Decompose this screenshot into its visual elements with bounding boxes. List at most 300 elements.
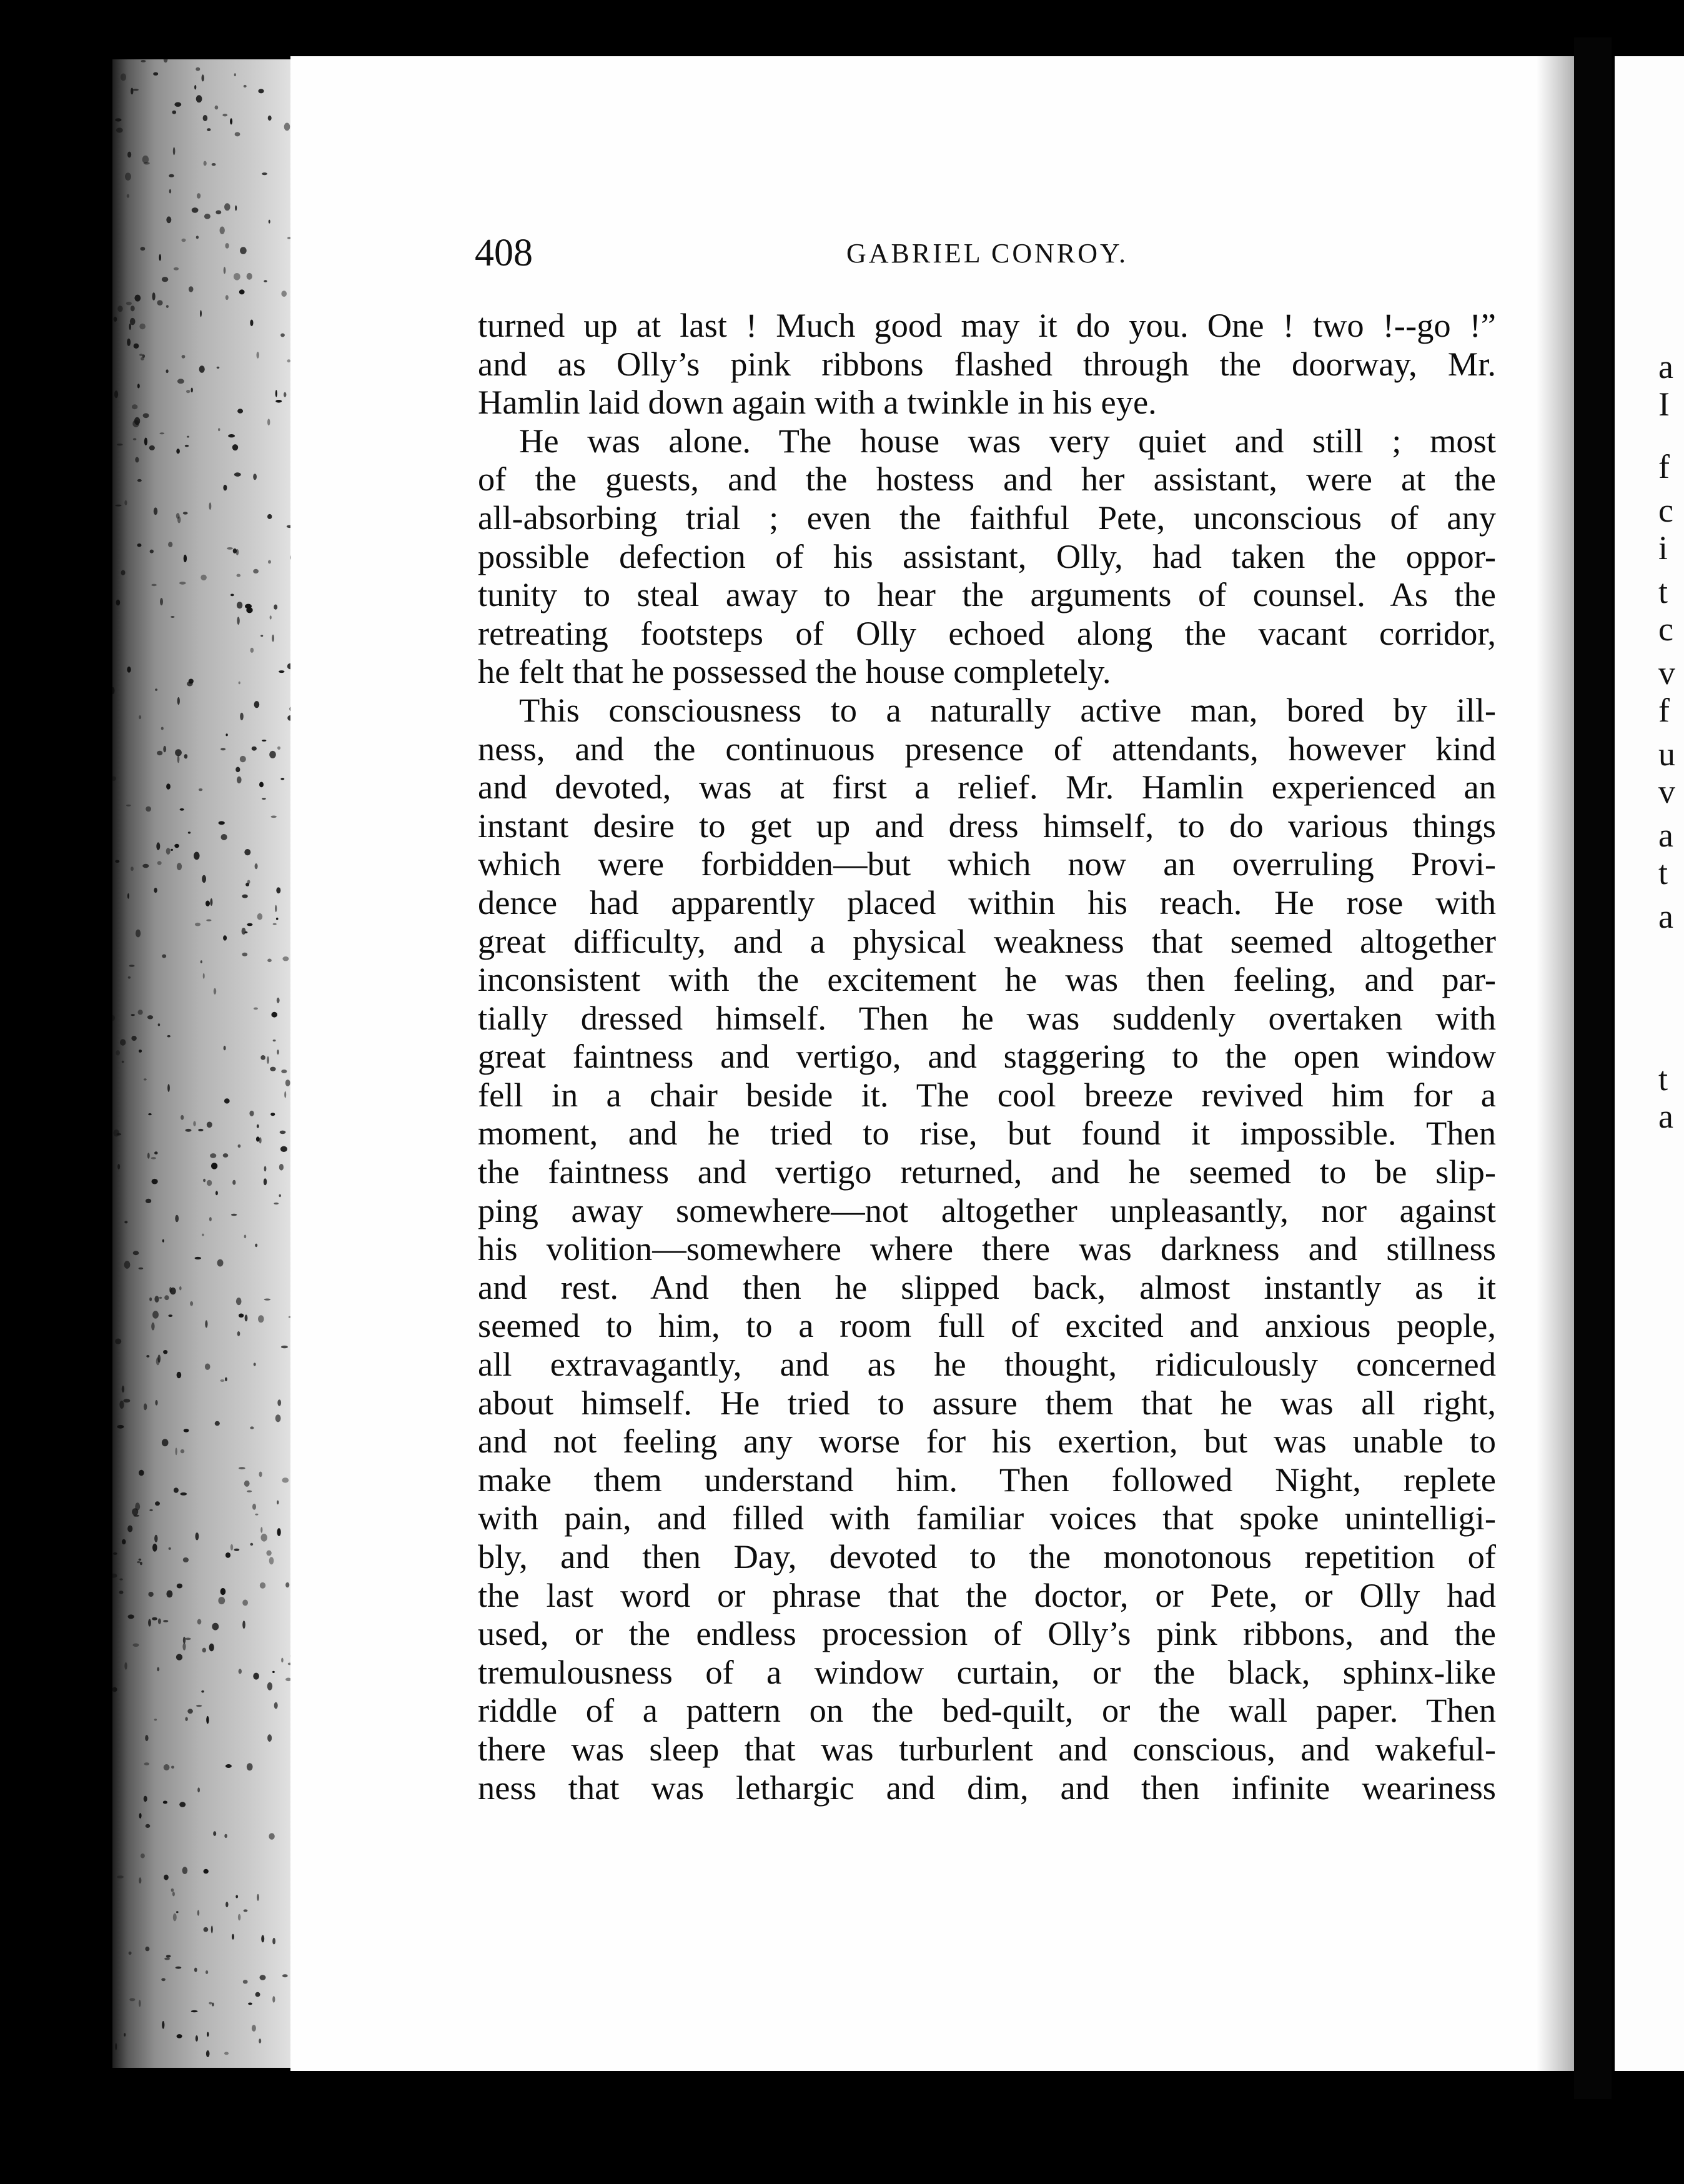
speckle [196,1532,199,1540]
speckle [117,444,123,445]
speckle [277,1501,279,1505]
speckle [173,147,176,156]
speckle [195,1257,202,1259]
speckle [151,1323,154,1331]
facing-page-letter: v [1658,654,1675,692]
speckle [235,132,240,136]
speckle [196,95,202,102]
speckle [267,419,270,425]
speckle [189,286,194,292]
speckle [215,106,219,110]
speckle [271,816,277,818]
speckle [132,1508,138,1516]
speckle [141,247,146,251]
speckle [257,1124,259,1128]
page-header [475,231,1499,275]
speckle [117,305,122,312]
speckle [119,1591,124,1594]
speckle [190,1301,193,1306]
speckle [177,379,184,384]
speckle [121,570,126,575]
speckle [260,1582,265,1589]
text-line: ness, and the continuous presence of attendants, however kind [478,729,1496,768]
speckle [250,648,254,653]
speckle [133,438,137,440]
speckle [124,1221,127,1223]
speckle [171,1766,174,1769]
speckle [186,390,190,393]
speckle [244,1481,250,1487]
speckle [197,1787,200,1792]
speckle [207,2032,209,2037]
speckle [264,1299,270,1301]
speckle [284,392,286,397]
speckle [177,697,180,705]
speckle [139,2000,141,2007]
speckle [134,295,141,302]
speckle [175,1215,179,1223]
speckle [176,1911,179,1913]
speckle [212,163,216,166]
text-line: great difficulty, and a physical weakness that seemed altogether [478,921,1496,960]
speckle [249,1111,254,1116]
text-line: about himself. He tried to assure them that he was all right, [478,1383,1496,1422]
speckle [194,1968,197,1972]
speckle [166,369,169,373]
speckle [187,436,189,438]
speckle [112,777,116,781]
speckle [209,1217,212,1221]
speckle [149,1509,153,1511]
speckle [271,1012,277,1018]
speckle [268,116,272,121]
speckle [285,1582,289,1587]
speckle [220,748,225,750]
speckle [156,1358,160,1365]
speckle [225,295,229,300]
text-line: fell in a chair beside it. The cool breeze revived him for a [478,1075,1496,1114]
text-line: ping away somewhere—not altogether unpleasantly, nor against [478,1191,1496,1229]
speckle [121,74,126,81]
speckle [144,162,150,164]
speckle [221,834,227,840]
speckle [206,1716,209,1724]
speckle [187,1709,193,1714]
speckle [147,1153,150,1158]
speckle [169,1547,171,1550]
speckle [259,1472,262,1477]
speckle [173,1913,177,1921]
speckle [232,1180,235,1185]
speckle [206,920,211,921]
speckle [279,670,284,673]
text-line: Hamlin laid down again with a twinkle in his eye. [478,383,1157,422]
speckle [279,1164,284,1171]
facing-page-letter: c [1658,492,1673,529]
speckle [166,783,171,790]
speckle [171,616,174,618]
speckle [258,1315,264,1323]
speckle [244,849,250,855]
speckle [264,1166,267,1172]
speckle [154,1535,157,1542]
speckle [117,1875,124,1879]
speckle [132,420,139,427]
speckle [213,1831,216,1836]
speckle [137,544,142,547]
speckle [242,953,247,956]
speckle [204,214,210,219]
speckle [174,267,179,271]
speckle [210,1153,216,1158]
speckle [273,923,277,925]
speckle [206,1970,208,1974]
speckle [145,1735,148,1741]
speckle [269,1557,274,1564]
text-line: there was sleep that was turburlent and conscious, and wakeful- [478,1729,1496,1768]
speckle [112,1015,115,1021]
speckle [225,243,229,249]
speckle [244,85,247,87]
speckle [142,864,149,868]
speckle [163,1620,168,1622]
speckle [135,457,139,463]
speckle [184,555,187,562]
speckle [168,542,172,547]
speckle [230,118,232,124]
facing-page-letter: u [1658,735,1675,773]
speckle [260,1055,265,1060]
speckle [155,1501,160,1506]
speckle [191,2010,198,2012]
speckle [129,1952,132,1955]
speckle [276,918,279,920]
speckle [141,357,144,360]
speckle [137,479,142,482]
speckle [171,849,173,851]
speckle [177,863,182,870]
speckle [215,1191,218,1195]
speckle [177,755,180,763]
speckle [264,280,267,282]
facing-page-letter: i [1658,529,1668,567]
speckle [239,1314,244,1318]
speckle [124,500,127,505]
speckle [237,617,239,625]
speckle [247,1763,253,1770]
speckle [146,1824,151,1828]
speckle [116,1133,121,1136]
speckle [281,1658,284,1663]
speckle [119,1401,124,1409]
speckle [225,733,227,736]
speckle [220,1588,226,1595]
speckle [277,1399,281,1406]
speckle [234,1549,240,1551]
speckle [116,600,121,606]
speckle [260,1527,262,1532]
speckle [203,115,208,121]
speckle [257,1894,259,1901]
speckle [267,1056,269,1064]
speckle [260,635,263,637]
body-text [478,306,1496,1807]
speckle [203,1179,206,1182]
speckle [163,1350,167,1354]
speckle [175,749,182,756]
speckle [212,1623,219,1631]
speckle [231,1214,237,1216]
speckle [202,1648,206,1653]
speckle [209,2002,212,2005]
speckle [168,1314,172,1317]
speckle [211,1163,217,1169]
speckle [127,194,129,198]
speckle [205,1364,210,1370]
speckle [224,267,226,274]
speckle [137,1561,141,1563]
speckle [261,1534,267,1542]
speckle [215,211,221,215]
text-line: This consciousness to a naturally active man, bored by ill- [519,690,1496,729]
text-line: ness that was lethargic and dim, and then infinite weariness [478,1768,1496,1807]
speckle [159,1297,162,1299]
speckle [112,1687,117,1692]
speckle [275,905,277,912]
speckle [131,1014,135,1016]
speckle [129,324,131,330]
speckle [177,1372,182,1379]
speckle [277,1528,281,1536]
page-edge-speckles [112,59,306,2068]
facing-page-letter: f [1658,692,1670,729]
speckle [176,449,180,454]
speckle [157,300,162,305]
speckle [206,901,210,906]
text-line: possible defection of his assistant, Olly, had taken the oppor- [478,537,1496,575]
speckle [152,1544,157,1552]
speckle [166,1591,172,1598]
speckle [139,1877,141,1884]
speckle [234,73,236,76]
speckle [162,277,168,282]
speckle [167,1035,171,1038]
speckle [128,976,131,979]
speckle [157,861,162,865]
speckle [167,1084,170,1092]
speckle [282,956,289,961]
speckle [130,318,136,325]
speckle [258,89,264,93]
speckle [252,1504,256,1510]
speckle [132,1644,139,1647]
text-line: and devoted, was at first a relief. Mr. Hamlin experienced an [478,768,1496,807]
speckle [236,1298,242,1305]
speckle [275,1414,281,1422]
speckle [159,254,161,261]
speckle [131,866,134,871]
speckle [235,1895,238,1898]
speckle [272,1996,275,2003]
speckle [255,863,258,869]
speckle [232,444,238,450]
facing-page-letter: t [1658,854,1668,891]
speckle [174,102,181,107]
speckle [269,1833,274,1840]
speckle [185,445,189,447]
speckle [169,174,174,177]
page-edge [112,59,306,2068]
speckle [200,310,202,317]
speckle [123,1399,130,1402]
speckle [267,514,272,519]
speckle [146,1355,149,1358]
speckle [198,1129,203,1131]
speckle [155,688,157,691]
speckle [220,1379,224,1382]
speckle [204,161,207,166]
speckle [146,807,151,812]
speckle [237,602,242,608]
speckle [235,767,240,773]
speckle [155,1400,157,1406]
text-line: the last word or phrase that the doctor, or Pete, or Olly had [478,1576,1496,1614]
facing-page-letter: a [1658,817,1673,854]
speckle [157,1667,159,1672]
speckle [112,687,114,694]
speckle [238,1144,241,1148]
speckle [174,844,179,848]
speckle [210,898,212,906]
speckle [126,805,131,807]
speckle [280,1146,287,1152]
speckle [223,935,227,940]
speckle [152,1179,158,1184]
speckle [224,1098,230,1103]
speckle [133,1251,139,1255]
speckle [267,959,272,963]
speckle [201,960,202,963]
speckle [256,1136,260,1141]
speckle [277,1050,279,1055]
speckle [156,842,160,850]
speckle [176,1447,177,1455]
text-line: with pain, and filled with familiar voices that spoke unintelligi- [478,1499,1496,1537]
speckle [139,1268,144,1269]
speckle [240,713,244,720]
speckle [196,2035,198,2042]
speckle [152,1311,159,1318]
speckle [232,1934,234,1940]
speckle [215,1421,220,1426]
speckle [116,1050,120,1055]
speckle [239,1669,242,1674]
speckle [131,88,133,95]
speckle [184,1429,189,1432]
speckle [217,367,220,369]
speckle [277,998,280,1003]
text-line: used, or the endless procession of Olly’s pink ribbons, and the [478,1614,1496,1653]
speckle [169,189,171,194]
speckle [261,1935,264,1943]
speckle [209,1644,214,1652]
speckle [262,172,267,175]
speckle [181,239,186,242]
speckle [257,352,259,359]
text-line: and not feeling any worse for his exertion, but was unable to [478,1422,1496,1461]
facing-page-letter: a [1658,898,1673,935]
text-line: the faintness and vertigo returned, and he seemed to be slip- [478,1153,1496,1191]
speckle [257,913,263,920]
speckle [164,1958,170,1960]
speckle [174,1487,179,1493]
speckle [146,1199,151,1203]
text-line: instant desire to get up and dress himself, to do various things [478,806,1496,845]
speckle [129,965,135,967]
speckle [266,1551,271,1556]
speckle [206,2050,210,2057]
speckle [154,1719,157,1720]
speckle [247,1491,252,1492]
speckle [280,778,284,780]
speckle [114,317,117,322]
speckle [219,821,225,825]
speckle [279,1194,281,1198]
speckle [158,1023,161,1026]
speckle [222,114,227,116]
speckle [240,756,246,762]
speckle [197,1910,199,1915]
speckle [117,1164,120,1169]
speckle [138,1010,143,1015]
speckle [122,1386,124,1392]
text-line: which were forbidden—but which now an overruling Provi- [478,845,1496,883]
speckle [227,547,233,550]
speckle [113,1552,117,1555]
speckle [236,549,239,555]
speckle [131,1036,136,1041]
speckle [281,1070,287,1073]
speckle [270,1067,275,1071]
speckle [133,89,139,91]
speckle [128,1614,134,1619]
speckle [242,1600,248,1606]
speckle [272,1938,275,1945]
speckle [139,1559,142,1561]
facing-page-letter: a [1658,348,1673,385]
speckle [252,747,257,751]
text-line: he felt that he possessed the house completely. [478,652,1111,691]
text-line: and rest. And then he slipped back, almost instantly as it [478,1268,1496,1306]
speckle [225,1764,232,1768]
speckle [237,1331,240,1336]
speckle [197,1619,202,1625]
speckle [145,1947,149,1951]
speckle [202,875,206,883]
speckle [254,1363,256,1366]
text-line: all-absorbing trial ; even the faithful Pete, unconscious of any [478,498,1496,537]
speckle [115,505,121,507]
running-title: GABRIEL CONROY. [846,238,1129,269]
facing-page-edge [1615,56,1684,2071]
speckle [218,1597,225,1604]
speckle [262,740,266,742]
speckle [218,428,220,431]
speckle [199,365,205,373]
speckle [144,1796,147,1802]
speckle [264,1178,267,1185]
speckle [211,1925,213,1933]
